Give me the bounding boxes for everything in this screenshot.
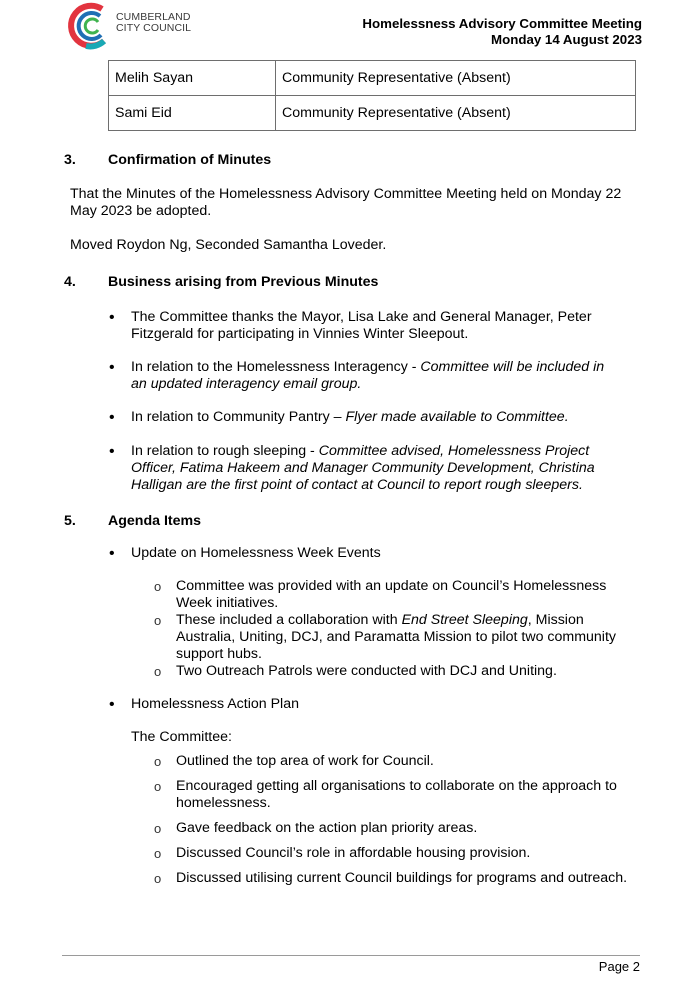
italic-text: an updated interagency email group. [131, 376, 362, 392]
footer-divider [62, 955, 640, 956]
list-item-line: Homelessness Action Plan [131, 696, 299, 712]
sub-item-line: Discussed utilising current Council buildings for programs and outreach. [176, 870, 628, 886]
italic-text: Committee will be included in [420, 359, 605, 375]
table-row [109, 96, 636, 131]
bullet-icon: • [109, 309, 115, 326]
list-item-line [131, 409, 569, 426]
sub-item-line: Outlined the top area of work for Council. [176, 753, 434, 769]
sub-item-line: Encouraged getting all organisations to collaborate on the approach to [176, 778, 617, 794]
sub-item-line: homelessness. [176, 795, 271, 811]
sub-item-line: Week initiatives. [176, 595, 279, 611]
sub-bullet-icon: o [154, 664, 162, 679]
list-item-line: Update on Homelessness Week Events [131, 545, 381, 561]
list-item-line [131, 460, 595, 477]
minutes-text-line: That the Minutes of the Homelessness Advisory Committee Meeting held on Monday 22 [70, 186, 622, 202]
plain-text: These included a collaboration with [176, 612, 402, 628]
minutes-text-line: May 2023 be adopted. [70, 203, 212, 219]
sub-bullet-icon: o [154, 579, 162, 594]
member-name: Sami Eid [109, 96, 276, 131]
sub-item-line: Gave feedback on the action plan priority areas. [176, 820, 478, 836]
section-heading: Business arising from Previous Minutes [108, 274, 379, 290]
list-item-line [131, 376, 361, 393]
bullet-icon: • [109, 696, 115, 713]
list-item-line [131, 477, 583, 494]
section-number: 4. [64, 274, 76, 290]
sub-bullet-icon: o [154, 871, 162, 886]
plain-text: In relation to Community Pantry – [131, 409, 346, 425]
italic-text: Officer, Fatima Hakeem and Manager Community Development, Christina [131, 460, 595, 476]
list-item-line: The Committee thanks the Mayor, Lisa Lake and General Manager, Peter [131, 309, 592, 325]
meeting-title: Homelessness Advisory Committee Meeting [362, 16, 642, 31]
bullet-icon: • [109, 443, 115, 460]
sub-item-line: Committee was provided with an update on Council’s Homelessness [176, 578, 607, 594]
bullet-icon: • [109, 359, 115, 376]
member-name: Melih Sayan [109, 61, 276, 96]
sub-bullet-icon: o [154, 846, 162, 861]
logo-text [116, 12, 191, 34]
plain-text: In relation to rough sleeping - [131, 443, 319, 459]
list-item-line: Fitzgerald for participating in Vinnies Winter Sleepout. [131, 326, 469, 342]
sub-bullet-icon: o [154, 613, 162, 628]
sub-bullet-icon: o [154, 821, 162, 836]
logo-line2: CITY COUNCIL [116, 22, 192, 34]
italic-text: Halligan are the first point of contact at Council to report rough sleepers. [131, 477, 583, 493]
meeting-date: Monday 14 August 2023 [491, 32, 642, 47]
section-number: 3. [64, 152, 76, 168]
italic-text: End Street Sleeping [401, 612, 528, 628]
bullet-icon: • [109, 545, 115, 562]
sub-item-line: Discussed Council’s role in affordable housing provision. [176, 845, 531, 861]
member-role: Community Representative (Absent) [276, 61, 636, 96]
sub-bullet-icon: o [154, 754, 162, 769]
italic-text: Flyer made available to Committee. [345, 409, 569, 425]
table-row [109, 61, 636, 96]
committee-intro: The Committee: [131, 729, 232, 745]
page-number: Page 2 [598, 959, 640, 974]
cumberland-logo [64, 0, 114, 52]
list-item-line [131, 359, 604, 376]
section-number: 5. [64, 513, 76, 529]
italic-text: Committee advised, Homelessness Project [318, 443, 590, 459]
sub-item-line [176, 612, 584, 629]
list-item-line [131, 443, 589, 460]
logo-line1: CUMBERLAND [116, 11, 191, 23]
plain-text: , Mission [527, 612, 584, 628]
sub-item-line: Australia, Uniting, DCJ, and Paramatta Mission to pilot two community [176, 629, 616, 645]
attendance-table [108, 60, 636, 131]
bullet-icon: • [109, 409, 115, 426]
section-heading: Confirmation of Minutes [108, 152, 272, 168]
sub-bullet-icon: o [154, 779, 162, 794]
document-header [362, 16, 642, 48]
sub-item-line: support hubs. [176, 646, 262, 662]
section-heading: Agenda Items [108, 513, 202, 529]
sub-item-line: Two Outreach Patrols were conducted with DCJ and Uniting. [176, 663, 557, 679]
moved-text: Moved Roydon Ng, Seconded Samantha Loveder. [70, 237, 387, 253]
plain-text: In relation to the Homelessness Interagency - [131, 359, 421, 375]
member-role: Community Representative (Absent) [276, 96, 636, 131]
